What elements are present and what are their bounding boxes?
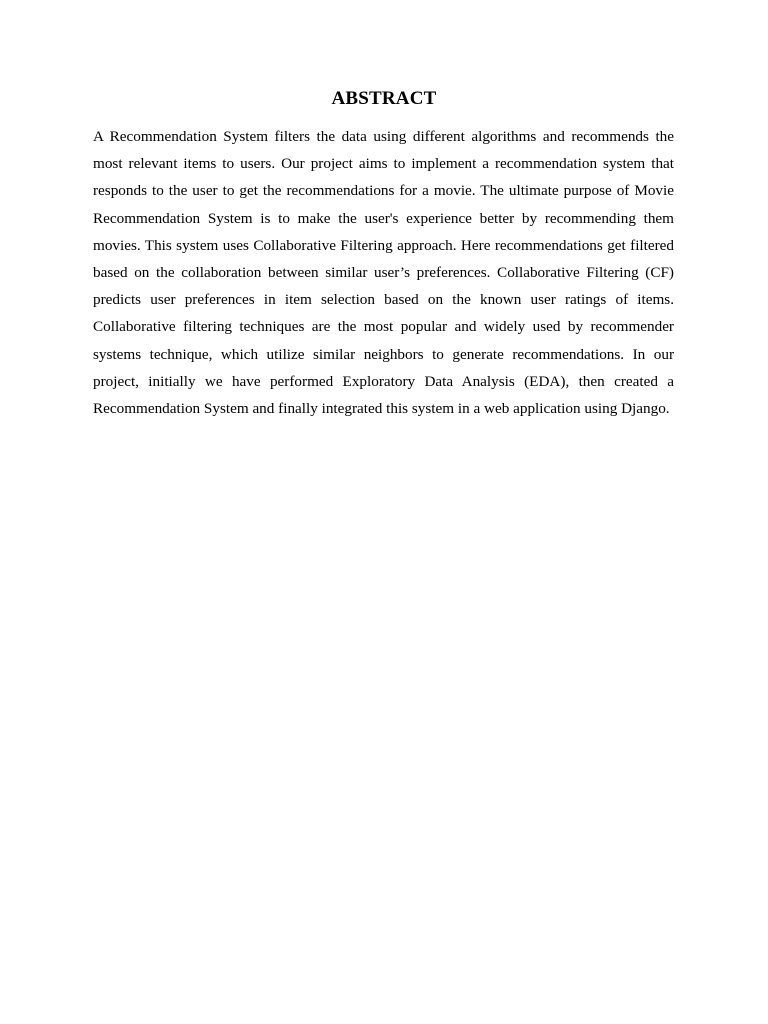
abstract-heading: ABSTRACT bbox=[331, 88, 437, 109]
abstract-paragraph: A Recommendation System filters the data using different algorithms and recommends the most relevant items to users. Our project aims to implement a recommendation system that responds to the user to get the recommendations for a movie. The ultimate purpose of Movie Recommendation System is to make the user's experience better by recommending them movies. This system uses Collaborative Filtering approach. Here recommendations get filtered based on the collaboration between similar user’s preferences. Collaborative Filtering (CF) predicts user preferences in item selection based on the known user ratings of items. Collaborative filtering techniques are the most popular and widely used by recommender systems technique, which utilize similar neighbors to generate recommendations. In our project, initially we have performed Exploratory Data Analysis (EDA), then created a Recommendation System and finally integrated this system in a web application using Django. bbox=[93, 128, 674, 418]
